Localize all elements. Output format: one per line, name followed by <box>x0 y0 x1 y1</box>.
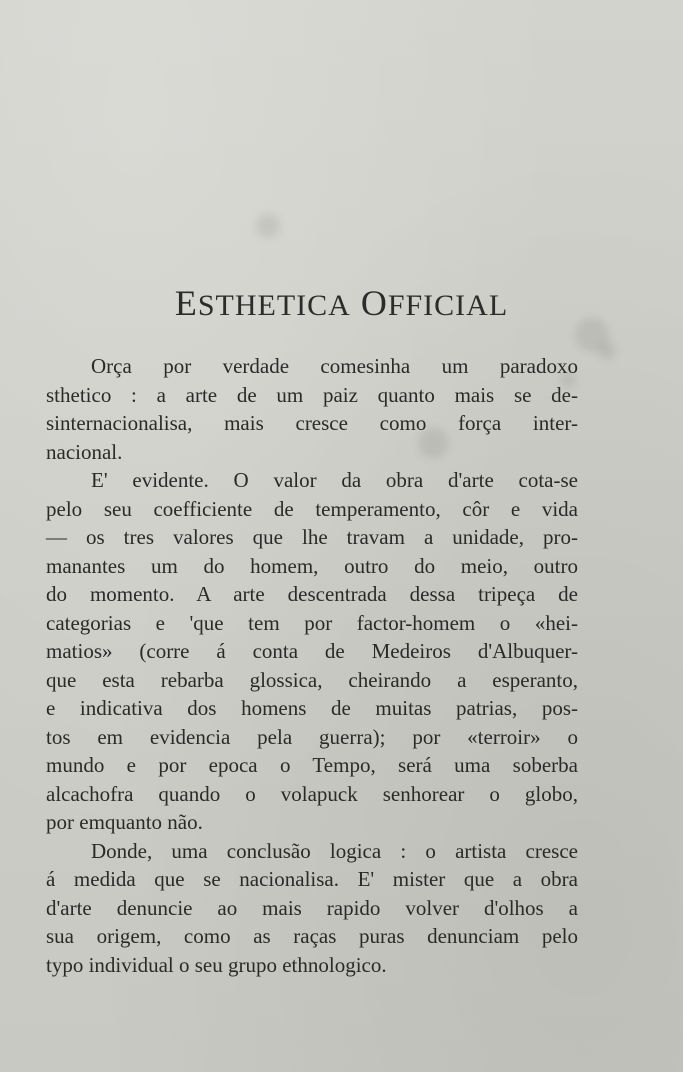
text-line: sthetico : a arte de um paiz quanto mais se de- <box>46 382 578 407</box>
text-line: typo individual o seu grupo ethnologico. <box>46 952 387 977</box>
text-line: mundo e por epoca o Tempo, será uma soberba <box>46 753 578 777</box>
title-word-esthetica: STHETICA <box>197 289 351 322</box>
text-line: Donde, uma conclusão logica : o artista cresce <box>91 838 578 863</box>
text-line: Orça por verdade comesinha um paradoxo <box>91 354 578 378</box>
text-line: que esta rebarba glossica, cheirando a esperanto, <box>46 667 578 692</box>
text-line: por emquanto não. <box>46 810 203 834</box>
text-line: e indicativa dos homens de muitas patrias, pos- <box>46 696 578 720</box>
text-line: d'arte denuncie ao mais rapido volver d'olhos a <box>46 895 578 920</box>
text-line: do momento. A arte descentrada dessa tripeça de <box>46 582 578 606</box>
text-line: matios» (corre á conta de Medeiros d'Albuquer- <box>46 639 578 663</box>
body-text <box>46 352 578 979</box>
text-line: manantes um do homem, outro do meio, outro <box>46 553 578 578</box>
title-word-official: FFICIAL <box>387 289 509 322</box>
text-line: sua origem, como as raças puras denunciam pelo <box>46 924 578 948</box>
text-line: nacional. <box>46 439 123 464</box>
stain-spot <box>256 214 280 238</box>
title-initial-o: O <box>360 283 388 323</box>
text-line: — os tres valores que lhe travam a unidade, pro- <box>46 525 578 549</box>
title-initial-e: E <box>174 283 198 323</box>
chapter-title <box>0 282 683 324</box>
text-line: tos em evidencia pela guerra); por «terroir» o <box>46 724 578 749</box>
text-line: E' evidente. O valor da obra d'arte cota-se <box>91 468 578 492</box>
text-line: categorias e 'que tem por factor-homem o «hei- <box>46 610 578 635</box>
stain-spot <box>598 342 616 360</box>
text-line: á medida que se nacionalisa. E' mister que a obra <box>46 867 578 891</box>
text-line: sinternacionalisa, mais cresce como força inter- <box>46 411 578 435</box>
text-line: alcachofra quando o volapuck senhorear o globo, <box>46 781 578 806</box>
text-line: pelo seu coefficiente de temperamento, côr e vida <box>46 496 578 521</box>
